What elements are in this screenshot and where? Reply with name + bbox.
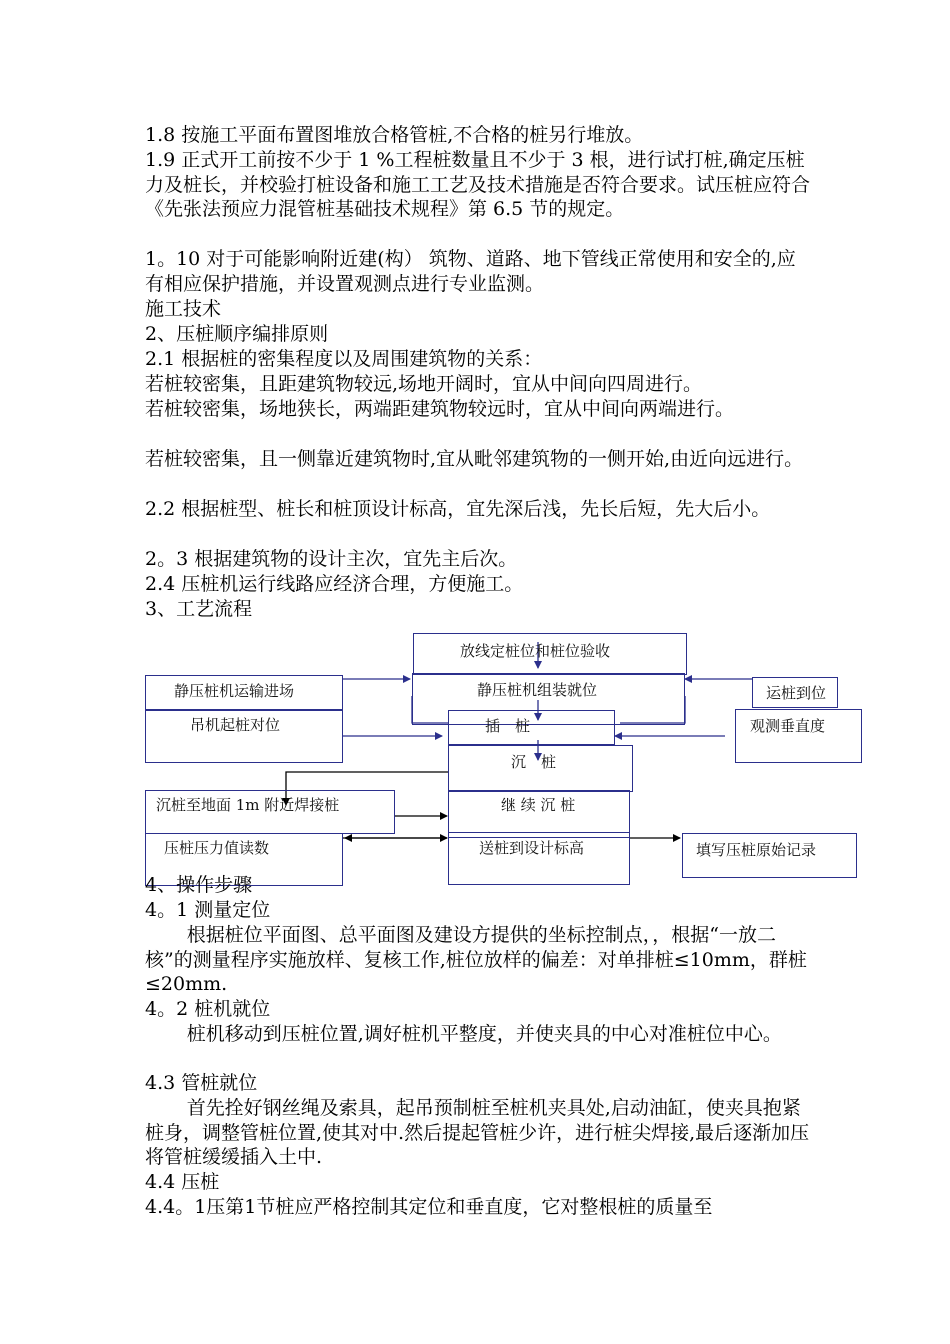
flow-label-weld: 沉桩至地面 1m 附近焊接桩 — [156, 796, 340, 814]
heading-4-1: 4。1 测量定位 — [145, 899, 271, 921]
flow-box-record — [682, 833, 857, 878]
paragraph-1-10: 1。10 对于可能影响附近建(构） 筑物、道路、地下管线正常使用和安全的,应有相应保护措施，并设置观测点进行专业监测。 — [145, 248, 796, 295]
paragraph-4-4-1: 4.4。1压第1节桩应严格控制其定位和垂直度，它对整根桩的质量至 — [145, 1196, 713, 1218]
flow-box-pile-arrive — [752, 677, 838, 708]
flow-label-layout-acceptance: 放线定桩位和桩位验收 — [460, 642, 611, 660]
paragraph-4-3: 首先拴好钢丝绳及索具，起吊预制桩至桩机夹具处,启动油缸，使夹具抱紧桩身，调整管桩位置,使其对中.然后提起管桩少许，进行桩尖焊接,最后逐渐加压将管桩缓缓插入土中. — [145, 1097, 810, 1168]
flow-label-lift: 吊机起桩对位 — [190, 716, 281, 734]
flow-box-sink — [448, 745, 633, 792]
flow-box-weld — [145, 790, 395, 834]
paragraph-2-1-c: 若桩较密集，且一侧靠近建筑物时,宜从毗邻建筑物的一侧开始,由近向远进行。 — [145, 448, 804, 470]
flow-label-continue: 继 续 沉 桩 — [501, 796, 576, 814]
paragraph-2-1-a: 若桩较密集，且距建筑物较远,场地开阔时，宜从中间向四周进行。 — [145, 373, 703, 395]
heading-4-3: 4.3 管桩就位 — [145, 1072, 258, 1094]
paragraph-2-3: 2。3 根据建筑物的设计主次，宜先主后次。 — [145, 548, 518, 570]
heading-4-2: 4。2 桩机就位 — [145, 998, 271, 1020]
paragraph-4-2: 桩机移动到压桩位置,调好桩机平整度，并使夹具的中心对准桩位中心。 — [186, 1023, 782, 1045]
heading-section-3: 3、工艺流程 — [145, 598, 253, 620]
flow-box-continue — [448, 790, 630, 838]
flow-box-transport — [145, 675, 343, 710]
flow-box-layout-acceptance — [413, 633, 687, 675]
heading-section-4: 4、操作步骤 — [145, 874, 253, 896]
flow-label-pile-arrive: 运桩到位 — [766, 684, 827, 702]
paragraph-1-8: 1.8 按施工平面布置图堆放合格管桩,不合格的桩另行堆放。 — [145, 124, 644, 146]
flow-label-verticality: 观测垂直度 — [750, 717, 826, 735]
flow-label-read-force: 压桩压力值读数 — [164, 839, 270, 857]
flow-label-transport: 静压桩机运输进场 — [174, 682, 295, 700]
heading-section-2: 2、压桩顺序编排原则 — [145, 323, 329, 345]
heading-construction-tech: 施工技术 — [145, 298, 222, 320]
paragraph-2-4: 2.4 压桩机运行线路应经济合理，方便施工。 — [145, 573, 524, 595]
paragraph-2-2: 2.2 根据桩型、桩长和桩顶设计标高，宜先深后浅，先长后短，先大后小。 — [145, 498, 771, 520]
flow-label-insert: 插 桩 — [485, 717, 531, 735]
flow-box-verticality — [735, 709, 862, 763]
paragraph-2-1-b: 若桩较密集，场地狭长，两端距建筑物较远时，宜从中间向两端进行。 — [145, 398, 735, 420]
process-flowchart — [140, 630, 870, 890]
flow-label-sink: 沉 桩 — [511, 753, 557, 771]
paragraph-4-1: 根据桩位平面图、总平面图及建设方提供的坐标控制点，，根据“一放二核”的测量程序实施放样、复核工作,桩位放样的偏差：对单排桩≤10mm，群桩≤20mm. — [145, 924, 807, 995]
heading-4-4: 4.4 压桩 — [145, 1171, 220, 1193]
flow-box-insert — [448, 710, 615, 745]
flow-box-lift — [145, 710, 343, 763]
flow-label-record: 填写压桩原始记录 — [696, 841, 817, 859]
flow-label-send: 送桩到设计标高 — [479, 839, 585, 857]
paragraph-1-9: 1.9 正式开工前按不少于 1 %工程桩数量且不少于 3 根，进行试打桩,确定压桩力及桩长，并校验打桩设备和施工工艺及技术措施是否符合要求。试压桩应符合《先张法预应力混管桩基础技术规程》第 6.5 节的规定。 — [145, 149, 811, 220]
paragraph-2-1: 2.1 根据桩的密集程度以及周围建筑物的关系： — [145, 348, 543, 370]
flow-label-assemble: 静压桩机组装就位 — [477, 681, 598, 699]
